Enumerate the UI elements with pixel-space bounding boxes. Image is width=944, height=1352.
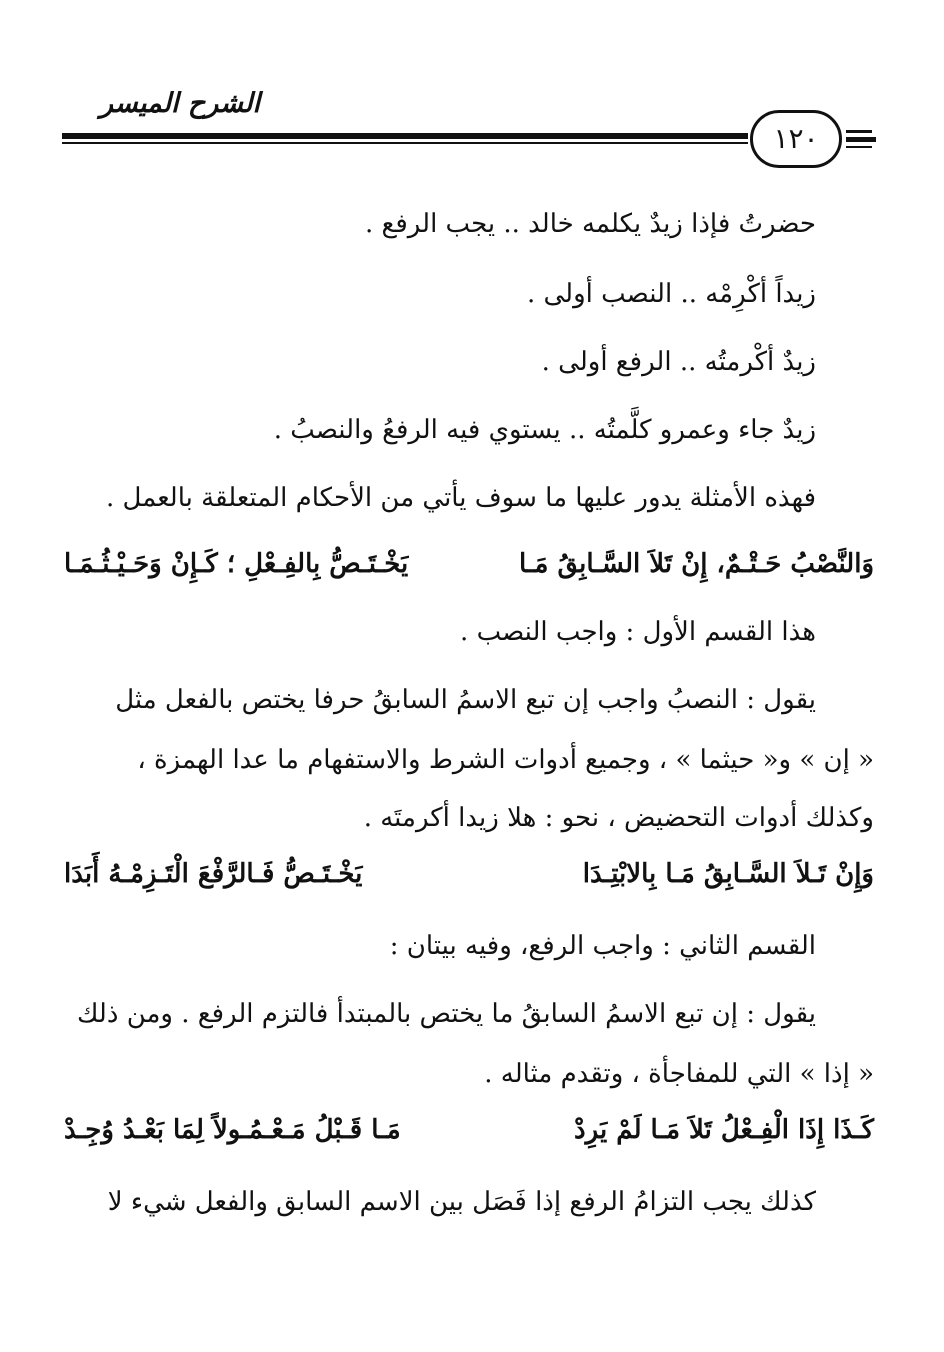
verse-first-hemistich: وَإِنْ تَـلاَ السَّـابِقُ مَـا بِالابْتِـدَا [582, 859, 874, 889]
header-rule-end [846, 137, 876, 142]
text-line: كذلك يجب التزامُ الرفع إذا فَصَل بين الاسم السابق والفعل شيء لا [107, 1187, 816, 1217]
section-heading: القسم الثاني : واجب الرفع، وفيه بيتان : [389, 931, 816, 961]
page-number-badge: ١٢٠ [750, 110, 842, 168]
verse-first-hemistich: وَالنَّصْبُ حَـتْـمٌ، إِنْ تَلاَ السَّـابِقُ مَـا [518, 549, 874, 579]
header-rule-end [846, 146, 872, 148]
verse-first-hemistich: كَـذَا إِذَا الْفِـعْلُ تَلاَ مَـا لَمْ يَرِدْ [574, 1115, 874, 1145]
text-line: زيدٌ أكْرمتُه .. الرفع أولى . [541, 347, 816, 377]
text-line: « إذا » التي للمفاجأة ، وتقدم مثاله . [484, 1059, 874, 1089]
verse-second-hemistich: مَـا قَـبْلُ مَـعْـمُـولاً لِمَا بَعْـدُ وُجِـدْ [64, 1115, 401, 1145]
text-line: زيدٌ جاء وعمرو كلَّمتُه .. يستوي فيه الرفعُ والنصبُ . [273, 415, 816, 445]
section-heading: هذا القسم الأول : واجب النصب . [460, 617, 816, 647]
text-line: زيداً أكْرِمْه .. النصب أولى . [526, 279, 816, 309]
verse-line [64, 1108, 874, 1152]
header-rule-thick [62, 133, 748, 139]
verse-line [64, 852, 874, 896]
verse-second-hemistich: يَخْـتَـصُّ فَـالرَّفْعَ الْتَـزِمْـهُ أَبَدَا [64, 859, 363, 889]
text-line: يقول : إن تبع الاسمُ السابقُ ما يختص بالمبتدأ فالتزم الرفع . ومن ذلك [77, 999, 816, 1029]
verse-line [64, 542, 874, 586]
header-rule-end [846, 130, 872, 133]
text-line: « إن » و« حيثما » ، وجميع أدوات الشرط والاستفهام ما عدا الهمزة ، [137, 745, 874, 775]
text-line: وكذلك أدوات التحضيض ، نحو : هلا زيدا أكرمتَه . [363, 803, 874, 833]
header-rule-thin [62, 142, 748, 144]
text-line: حضرتُ فإذا زيدٌ يكلمه خالد .. يجب الرفع . [365, 209, 816, 239]
text-line: يقول : النصبُ واجب إن تبع الاسمُ السابقُ حرفا يختص بالفعل مثل [115, 685, 816, 715]
text-line: فهذه الأمثلة يدور عليها ما سوف يأتي من الأحكام المتعلقة بالعمل . [105, 483, 816, 513]
running-header-title: الشرح الميسر [99, 88, 260, 119]
verse-second-hemistich: يَخْـتَـصُّ بِالفِـعْلِ ؛ كَـإِنْ وَحَـيْـثُـمَـا [64, 549, 409, 579]
